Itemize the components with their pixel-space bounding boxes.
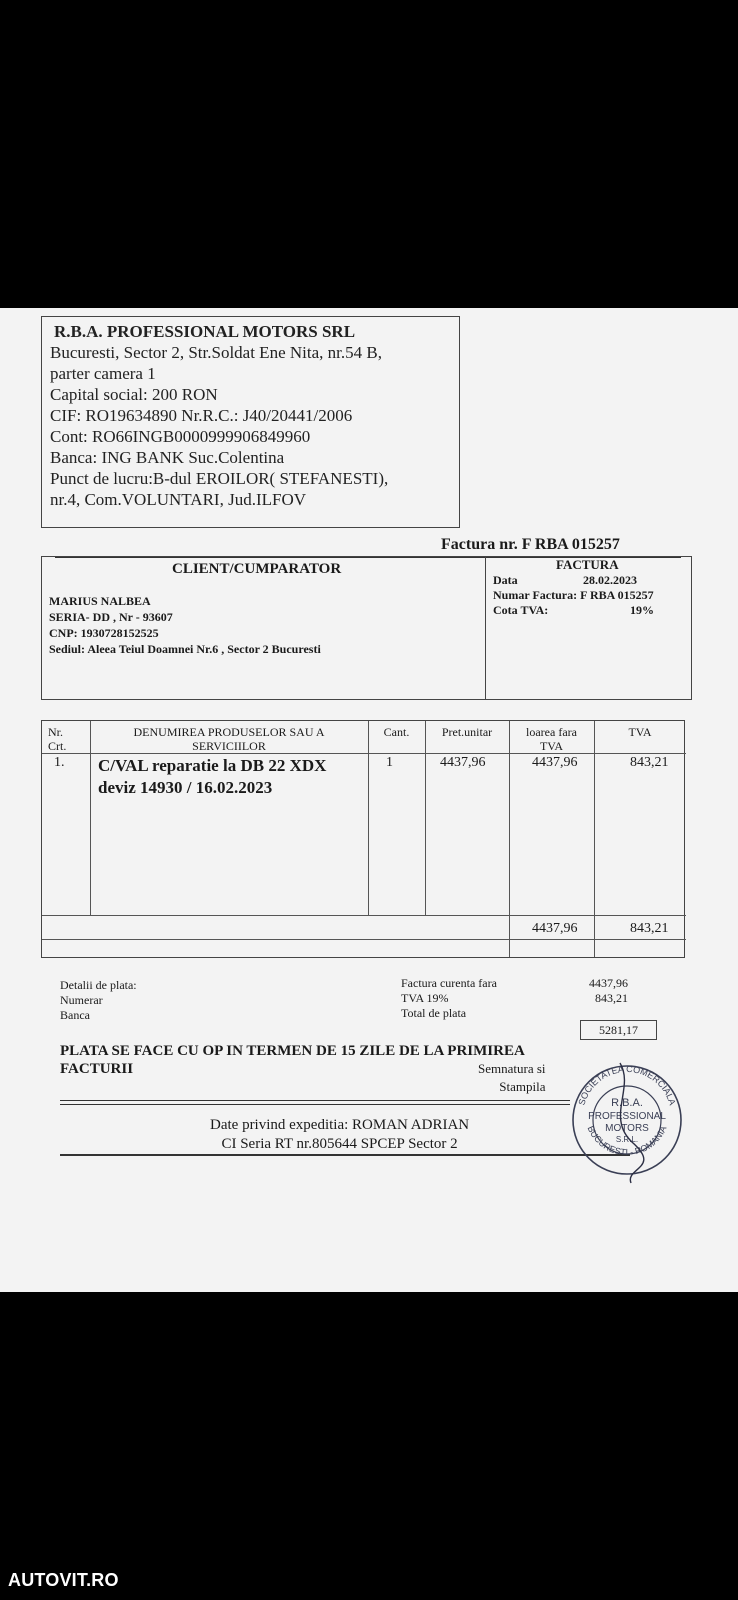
autovit-logo: AUTOVIT.RO xyxy=(8,1570,119,1590)
company-address-line: Bucuresti, Sector 2, Str.Soldat Ene Nita, nr.54 B, xyxy=(50,343,382,362)
svg-text:S.R.L.: S.R.L. xyxy=(615,1135,639,1144)
client-id-series: SERIA- DD , Nr - 93607 xyxy=(49,610,173,624)
payment-details-label: Detalii de plata: xyxy=(60,978,137,992)
header-vat: TVA xyxy=(628,725,652,739)
subtotal-label: Factura curenta fara xyxy=(401,976,497,990)
row-description-line: deviz 14930 / 16.02.2023 xyxy=(98,778,273,797)
invoice-number: Factura nr. F RBA 015257 xyxy=(441,536,620,553)
factura-vat-label: Cota TVA: xyxy=(493,603,549,617)
header-quantity: Cant. xyxy=(383,725,410,739)
factura-number: Numar Factura: F RBA 015257 xyxy=(493,588,654,602)
factura-title: FACTURA xyxy=(556,557,619,572)
company-address-line: parter camera 1 xyxy=(50,364,156,383)
signature-line: Semnatura si xyxy=(478,1061,546,1076)
row-description xyxy=(98,755,326,799)
row-vat: 843,21 xyxy=(630,755,669,770)
table-gridline xyxy=(42,939,686,940)
company-stamp-icon xyxy=(565,1048,690,1188)
payment-terms-line: PLATA SE FACE CU OP IN TERMEN DE 15 ZILE DE LA PRIMIREA xyxy=(60,1043,525,1059)
row-quantity: 1 xyxy=(386,755,393,770)
company-bank: Banca: ING BANK Suc.Colentina xyxy=(50,448,285,467)
table-gridline xyxy=(42,753,686,754)
divider xyxy=(60,1100,570,1101)
divider xyxy=(60,1154,630,1156)
company-account: Cont: RO66INGB0000999906849960 xyxy=(50,427,311,446)
company-name: R.B.A. PROFESSIONAL MOTORS SRL xyxy=(54,322,356,341)
header-value-line: loarea fara xyxy=(526,725,577,739)
client-name: MARIUS NALBEA xyxy=(49,594,151,608)
client-cnp: CNP: 1930728152525 xyxy=(49,626,159,640)
payment-bank-label: Banca xyxy=(60,1008,90,1022)
payment-details xyxy=(60,978,137,1023)
client-address: Sediul: Aleea Teiul Doamnei Nr.6 , Sector 2 Bucuresti xyxy=(49,642,321,656)
company-workplace: nr.4, Com.VOLUNTARI, Jud.ILFOV xyxy=(50,490,306,509)
svg-text:PROFESSIONAL: PROFESSIONAL xyxy=(588,1111,666,1122)
total-vat: 843,21 xyxy=(630,921,669,936)
row-value: 4437,96 xyxy=(532,755,578,770)
company-capital: Capital social: 200 RON xyxy=(50,385,218,404)
table-gridline xyxy=(509,721,510,957)
divider xyxy=(485,557,486,699)
subtotal-value: 4437,96 xyxy=(589,976,628,990)
table-gridline xyxy=(594,721,595,957)
payment-terms xyxy=(60,1042,525,1078)
svg-text:R.B.A.: R.B.A. xyxy=(611,1097,643,1109)
vat-total-label: TVA 19% xyxy=(401,991,449,1005)
grand-total-label: Total de plata xyxy=(401,1006,467,1020)
table-gridline xyxy=(425,721,426,915)
grand-total-value: 5281,17 xyxy=(580,1020,657,1040)
row-unit-price: 4437,96 xyxy=(440,755,486,770)
header-nr-label: Nr. xyxy=(48,725,63,739)
row-number: 1. xyxy=(54,755,65,770)
payment-terms-line: FACTURII xyxy=(60,1061,134,1077)
divider xyxy=(60,1104,570,1105)
company-box xyxy=(41,316,460,528)
table-gridline xyxy=(42,915,686,916)
invoice-document xyxy=(0,308,738,1292)
totals-labels xyxy=(401,976,497,1021)
total-value: 4437,96 xyxy=(532,921,578,936)
factura-info xyxy=(493,573,689,618)
header-description-line: DENUMIREA PRODUSELOR SAU A xyxy=(133,725,325,739)
svg-text:SOCIETATEA COMERCIALA: SOCIETATEA COMERCIALA xyxy=(576,1063,678,1107)
header-nr xyxy=(48,725,66,753)
company-cif: CIF: RO19634890 Nr.R.C.: J40/20441/2006 xyxy=(50,406,353,425)
factura-date-label: Data xyxy=(493,573,518,587)
client-box xyxy=(41,556,692,700)
client-title: CLIENT/CUMPARATOR xyxy=(172,561,342,577)
header-unit-price: Pret.unitar xyxy=(441,725,493,739)
factura-vat-rate: 19% xyxy=(630,603,654,617)
totals-values xyxy=(584,976,628,1006)
vat-total-value: 843,21 xyxy=(595,991,628,1005)
items-table xyxy=(41,720,685,958)
shipping-info xyxy=(210,1116,469,1154)
header-description-line: SERVICIILOR xyxy=(192,739,266,753)
stamp-line: Stampila xyxy=(499,1079,546,1094)
table-gridline xyxy=(368,721,369,915)
payment-cash-label: Numerar xyxy=(60,993,103,1007)
client-info xyxy=(49,593,321,657)
svg-text:MOTORS: MOTORS xyxy=(605,1123,649,1134)
header-value-line: TVA xyxy=(539,739,564,753)
company-workplace: Punct de lucru:B-dul EROILOR( STEFANESTI), xyxy=(50,469,389,488)
header-value xyxy=(509,725,594,753)
row-description-line: C/VAL reparatie la DB 22 XDX xyxy=(98,756,327,775)
shipping-delegate: Date privind expeditia: ROMAN ADRIAN xyxy=(210,1117,470,1133)
svg-text:BUCURESTI - ROMANIA: BUCURESTI - ROMANIA xyxy=(585,1124,669,1158)
header-crt-label: Crt. xyxy=(48,739,67,753)
factura-date: 28.02.2023 xyxy=(583,573,637,587)
shipping-id: CI Seria RT nr.805644 SPCEP Sector 2 xyxy=(221,1136,458,1152)
header-description xyxy=(90,725,368,753)
signature-label xyxy=(478,1060,546,1096)
